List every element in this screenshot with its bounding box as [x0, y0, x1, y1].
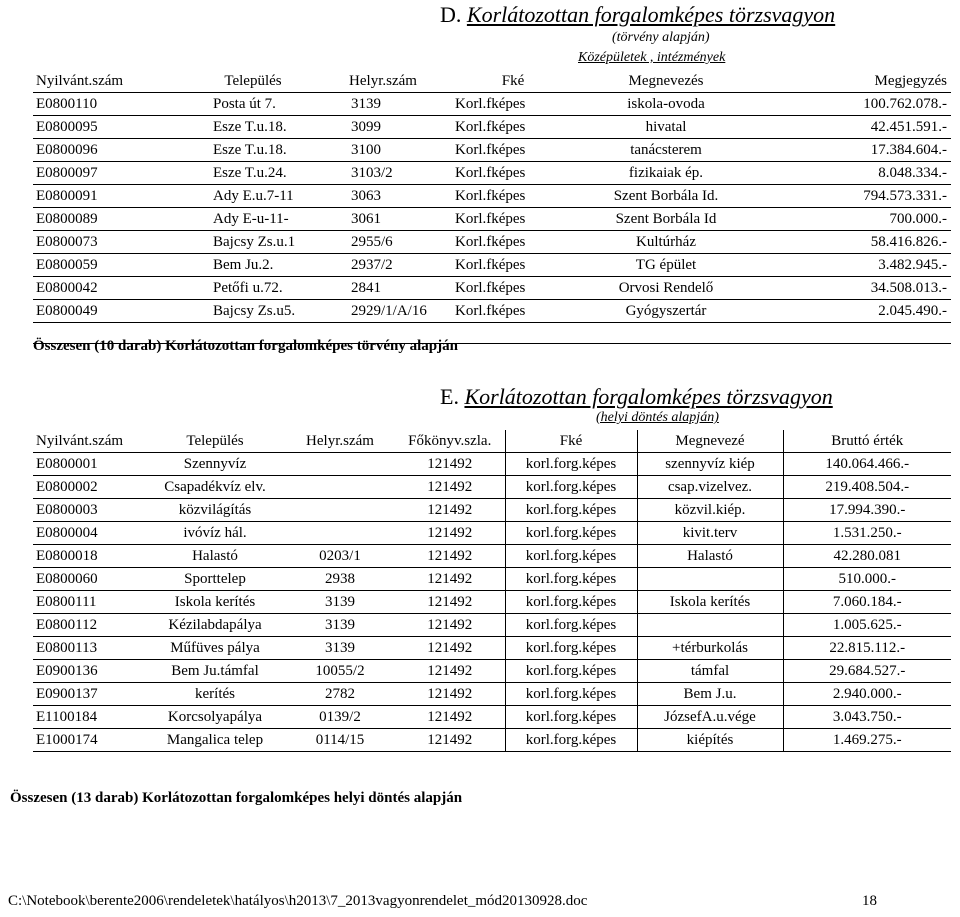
cell-fke: Korl.fképes	[443, 162, 583, 185]
cell-fke: korl.forg.képes	[505, 476, 637, 499]
cell-helyrajzi-szam: 3100	[323, 139, 443, 162]
column-header-helyrajzi-szam: Helyr.szám	[285, 430, 395, 453]
column-header-telepules: Település	[145, 430, 285, 453]
cell-fke: korl.forg.képes	[505, 568, 637, 591]
cell-megnevezes: kiépítés	[637, 729, 783, 752]
cell-fke: korl.forg.képes	[505, 614, 637, 637]
cell-nyilvant-szam: E0900137	[33, 683, 145, 706]
cell-fke: Korl.fképes	[443, 185, 583, 208]
cell-megnevezes: fizikaiak ép.	[583, 162, 749, 185]
cell-helyrajzi-szam: 3139	[285, 614, 395, 637]
table-row	[33, 231, 951, 254]
cell-telepules: Esze T.u.18.	[183, 139, 323, 162]
table-row	[33, 614, 951, 637]
cell-megnevezes	[637, 614, 783, 637]
cell-telepules: Posta út 7.	[183, 93, 323, 116]
cell-helyrajzi-szam: 3139	[285, 591, 395, 614]
cell-helyrajzi-szam: 0114/15	[285, 729, 395, 752]
table-row	[33, 499, 951, 522]
cell-brutto-ertek: 510.000.-	[783, 568, 951, 591]
cell-brutto-ertek: 219.408.504.-	[783, 476, 951, 499]
footer-page-number: 18	[862, 893, 877, 909]
cell-fke: korl.forg.képes	[505, 729, 637, 752]
cell-nyilvant-szam: E0800018	[33, 545, 145, 568]
cell-brutto-ertek: 140.064.466.-	[783, 453, 951, 476]
cell-megnevezes: +térburkolás	[637, 637, 783, 660]
empty-cell	[749, 323, 951, 344]
cell-nyilvant-szam: E0800113	[33, 637, 145, 660]
cell-nyilvant-szam: E1100184	[33, 706, 145, 729]
cell-telepules: Sporttelep	[145, 568, 285, 591]
cell-megnevezes: tanácsterem	[583, 139, 749, 162]
cell-telepules: Ady E-u-11-	[183, 208, 323, 231]
cell-megnevezes: Halastó	[637, 545, 783, 568]
cell-helyrajzi-szam: 3103/2	[323, 162, 443, 185]
cell-fokonyvi-szamla: 121492	[395, 660, 505, 683]
column-header-fke: Fké	[505, 430, 637, 453]
cell-fokonyvi-szamla: 121492	[395, 522, 505, 545]
cell-fke: korl.forg.képes	[505, 706, 637, 729]
cell-megnevezes: támfal	[637, 660, 783, 683]
table-row	[33, 453, 951, 476]
cell-nyilvant-szam: E0800095	[33, 116, 183, 139]
table-row	[33, 139, 951, 162]
cell-fke: korl.forg.képes	[505, 499, 637, 522]
cell-telepules: Esze T.u.24.	[183, 162, 323, 185]
table-row	[33, 568, 951, 591]
cell-megjegyzes: 8.048.334.-	[749, 162, 951, 185]
cell-megjegyzes: 34.508.013.-	[749, 277, 951, 300]
cell-telepules: Csapadékvíz elv.	[145, 476, 285, 499]
cell-fokonyvi-szamla: 121492	[395, 729, 505, 752]
cell-fke: korl.forg.képes	[505, 522, 637, 545]
column-header-megnevezes: Megnevezé	[637, 430, 783, 453]
cell-telepules: Mangalica telep	[145, 729, 285, 752]
cell-brutto-ertek: 1.469.275.-	[783, 729, 951, 752]
table-row	[33, 476, 951, 499]
column-header-megjegyzes: Megjegyzés	[749, 70, 951, 93]
cell-brutto-ertek: 3.043.750.-	[783, 706, 951, 729]
cell-helyrajzi-szam: 2937/2	[323, 254, 443, 277]
cell-nyilvant-szam: E0800059	[33, 254, 183, 277]
cell-megjegyzes: 42.451.591.-	[749, 116, 951, 139]
table-row	[33, 185, 951, 208]
cell-helyrajzi-szam: 2841	[323, 277, 443, 300]
cell-helyrajzi-szam: 0203/1	[285, 545, 395, 568]
column-header-fke: Fké	[443, 70, 583, 93]
cell-fokonyvi-szamla: 121492	[395, 683, 505, 706]
cell-telepules: közvilágítás	[145, 499, 285, 522]
cell-fokonyvi-szamla: 121492	[395, 706, 505, 729]
cell-brutto-ertek: 1.531.250.-	[783, 522, 951, 545]
cell-megnevezes: Orvosi Rendelő	[583, 277, 749, 300]
cell-helyrajzi-szam	[285, 499, 395, 522]
cell-helyrajzi-szam	[285, 476, 395, 499]
cell-fke: korl.forg.képes	[505, 660, 637, 683]
cell-telepules: Műfüves pálya	[145, 637, 285, 660]
cell-fke: Korl.fképes	[443, 139, 583, 162]
cell-fokonyvi-szamla: 121492	[395, 637, 505, 660]
cell-megnevezes: hivatal	[583, 116, 749, 139]
cell-telepules: Korcsolyapálya	[145, 706, 285, 729]
cell-fke: korl.forg.képes	[505, 637, 637, 660]
table-row	[33, 93, 951, 116]
cell-fke: korl.forg.képes	[505, 683, 637, 706]
column-header-helyrajzi-szam: Helyr.szám	[323, 70, 443, 93]
cell-fokonyvi-szamla: 121492	[395, 568, 505, 591]
cell-helyrajzi-szam: 2938	[285, 568, 395, 591]
cell-fke: Korl.fképes	[443, 116, 583, 139]
cell-telepules: Halastó	[145, 545, 285, 568]
cell-nyilvant-szam: E0800089	[33, 208, 183, 231]
cell-fokonyvi-szamla: 121492	[395, 453, 505, 476]
cell-megnevezes: JózsefA.u.vége	[637, 706, 783, 729]
cell-nyilvant-szam: E0800004	[33, 522, 145, 545]
section-e-title-text: Korlátozottan forgalomképes törzsvagyon	[464, 384, 833, 409]
table-header-row	[33, 70, 951, 93]
cell-fke: Korl.fképes	[443, 254, 583, 277]
cell-nyilvant-szam: E0800096	[33, 139, 183, 162]
cell-megnevezes: szennyvíz kiép	[637, 453, 783, 476]
empty-cell	[583, 323, 749, 344]
column-header-brutto-ertek: Bruttó érték	[783, 430, 951, 453]
table-row	[33, 522, 951, 545]
cell-megjegyzes: 58.416.826.-	[749, 231, 951, 254]
section-e-table	[33, 430, 951, 752]
cell-megjegyzes: 2.045.490.-	[749, 300, 951, 323]
cell-fokonyvi-szamla: 121492	[395, 614, 505, 637]
section-d-subtitle-2: Középületek , intézmények	[578, 50, 726, 65]
cell-nyilvant-szam: E0800097	[33, 162, 183, 185]
cell-megnevezes: TG épület	[583, 254, 749, 277]
cell-megnevezes: Szent Borbála Id	[583, 208, 749, 231]
section-d-summary: Összesen (10 darab) Korlátozottan forgalomképes törvény alapján	[33, 338, 458, 354]
cell-nyilvant-szam: E0800091	[33, 185, 183, 208]
table-row	[33, 591, 951, 614]
cell-fke: Korl.fképes	[443, 300, 583, 323]
column-header-telepules: Település	[183, 70, 323, 93]
cell-helyrajzi-szam: 3063	[323, 185, 443, 208]
cell-nyilvant-szam: E0800042	[33, 277, 183, 300]
section-e-letter: E.	[440, 384, 465, 409]
cell-helyrajzi-szam: 3061	[323, 208, 443, 231]
table-row	[33, 637, 951, 660]
cell-megjegyzes: 17.384.604.-	[749, 139, 951, 162]
cell-telepules: Bem Ju.2.	[183, 254, 323, 277]
section-e-summary: Összesen (13 darab) Korlátozottan forgalomképes helyi döntés alapján	[10, 790, 463, 806]
cell-telepules: Bajcsy Zs.u5.	[183, 300, 323, 323]
cell-helyrajzi-szam: 10055/2	[285, 660, 395, 683]
cell-fke: Korl.fképes	[443, 93, 583, 116]
cell-megnevezes: Kultúrház	[583, 231, 749, 254]
cell-telepules: ivóvíz hál.	[145, 522, 285, 545]
cell-helyrajzi-szam: 2782	[285, 683, 395, 706]
cell-megnevezes: Bem J.u.	[637, 683, 783, 706]
cell-telepules: kerítés	[145, 683, 285, 706]
cell-brutto-ertek: 7.060.184.-	[783, 591, 951, 614]
cell-megnevezes: kivit.terv	[637, 522, 783, 545]
cell-fke: korl.forg.képes	[505, 545, 637, 568]
section-d-title	[440, 2, 835, 28]
table-row	[33, 729, 951, 752]
table-row	[33, 162, 951, 185]
cell-megnevezes: közvil.kiép.	[637, 499, 783, 522]
column-header-nyilvant-szam: Nyilvánt.szám	[33, 70, 183, 93]
cell-nyilvant-szam: E0800110	[33, 93, 183, 116]
cell-helyrajzi-szam: 3139	[285, 637, 395, 660]
cell-helyrajzi-szam: 3139	[323, 93, 443, 116]
cell-megnevezes: Iskola kerítés	[637, 591, 783, 614]
cell-telepules: Petőfi u.72.	[183, 277, 323, 300]
cell-helyrajzi-szam: 0139/2	[285, 706, 395, 729]
table-row	[33, 300, 951, 323]
cell-brutto-ertek: 29.684.527.-	[783, 660, 951, 683]
cell-brutto-ertek: 22.815.112.-	[783, 637, 951, 660]
section-d-letter: D.	[440, 2, 467, 27]
column-header-megnevezes: Megnevezés	[583, 70, 749, 93]
cell-fokonyvi-szamla: 121492	[395, 591, 505, 614]
cell-helyrajzi-szam: 2929/1/A/16	[323, 300, 443, 323]
cell-megnevezes	[637, 568, 783, 591]
cell-fke: Korl.fképes	[443, 277, 583, 300]
footer-file-path: C:\Notebook\berente2006\rendeletek\hatályos\h2013\7_2013vagyonrendelet_mód20130928.doc	[8, 893, 588, 909]
table-row	[33, 254, 951, 277]
empty-cell	[443, 323, 583, 344]
cell-fke: korl.forg.képes	[505, 591, 637, 614]
cell-telepules: Esze T.u.18.	[183, 116, 323, 139]
cell-megjegyzes: 794.573.331.-	[749, 185, 951, 208]
cell-fokonyvi-szamla: 121492	[395, 545, 505, 568]
section-d-table	[33, 70, 951, 344]
cell-nyilvant-szam: E0800001	[33, 453, 145, 476]
cell-nyilvant-szam: E0800060	[33, 568, 145, 591]
cell-brutto-ertek: 2.940.000.-	[783, 683, 951, 706]
cell-megjegyzes: 700.000.-	[749, 208, 951, 231]
cell-nyilvant-szam: E0800002	[33, 476, 145, 499]
cell-nyilvant-szam: E0800003	[33, 499, 145, 522]
cell-helyrajzi-szam: 2955/6	[323, 231, 443, 254]
section-e-title	[440, 384, 833, 410]
cell-megjegyzes: 3.482.945.-	[749, 254, 951, 277]
table-row	[33, 706, 951, 729]
cell-telepules: Kézilabdapálya	[145, 614, 285, 637]
cell-telepules: Bem Ju.támfal	[145, 660, 285, 683]
cell-brutto-ertek: 42.280.081	[783, 545, 951, 568]
cell-nyilvant-szam: E0800112	[33, 614, 145, 637]
table-row	[33, 277, 951, 300]
table-header-row	[33, 430, 951, 453]
cell-megnevezes: Gyógyszertár	[583, 300, 749, 323]
cell-brutto-ertek: 17.994.390.-	[783, 499, 951, 522]
table-row	[33, 208, 951, 231]
cell-megnevezes: csap.vizelvez.	[637, 476, 783, 499]
cell-helyrajzi-szam	[285, 522, 395, 545]
cell-megnevezes: iskola-ovoda	[583, 93, 749, 116]
cell-megnevezes: Szent Borbála Id.	[583, 185, 749, 208]
section-d-title-text: Korlátozottan forgalomképes törzsvagyon	[466, 2, 836, 27]
column-header-nyilvant-szam: Nyilvánt.szám	[33, 430, 145, 453]
section-d-subtitle: (törvény alapján)	[612, 30, 710, 45]
table-row	[33, 116, 951, 139]
cell-fokonyvi-szamla: 121492	[395, 476, 505, 499]
cell-nyilvant-szam: E0800111	[33, 591, 145, 614]
cell-telepules: Ady E.u.7-11	[183, 185, 323, 208]
cell-nyilvant-szam: E0800073	[33, 231, 183, 254]
table-row	[33, 545, 951, 568]
cell-helyrajzi-szam: 3099	[323, 116, 443, 139]
column-header-fokonyvi-szamla: Főkönyv.szla.	[395, 430, 505, 453]
cell-telepules: Szennyvíz	[145, 453, 285, 476]
cell-telepules: Iskola kerítés	[145, 591, 285, 614]
cell-nyilvant-szam: E0900136	[33, 660, 145, 683]
cell-fke: korl.forg.képes	[505, 453, 637, 476]
cell-telepules: Bajcsy Zs.u.1	[183, 231, 323, 254]
cell-nyilvant-szam: E0800049	[33, 300, 183, 323]
cell-helyrajzi-szam	[285, 453, 395, 476]
section-e-subtitle: (helyi döntés alapján)	[596, 410, 719, 425]
cell-nyilvant-szam: E1000174	[33, 729, 145, 752]
table-row	[33, 683, 951, 706]
cell-megjegyzes: 100.762.078.-	[749, 93, 951, 116]
table-row	[33, 660, 951, 683]
cell-fokonyvi-szamla: 121492	[395, 499, 505, 522]
cell-brutto-ertek: 1.005.625.-	[783, 614, 951, 637]
cell-fke: Korl.fképes	[443, 231, 583, 254]
cell-fke: Korl.fképes	[443, 208, 583, 231]
